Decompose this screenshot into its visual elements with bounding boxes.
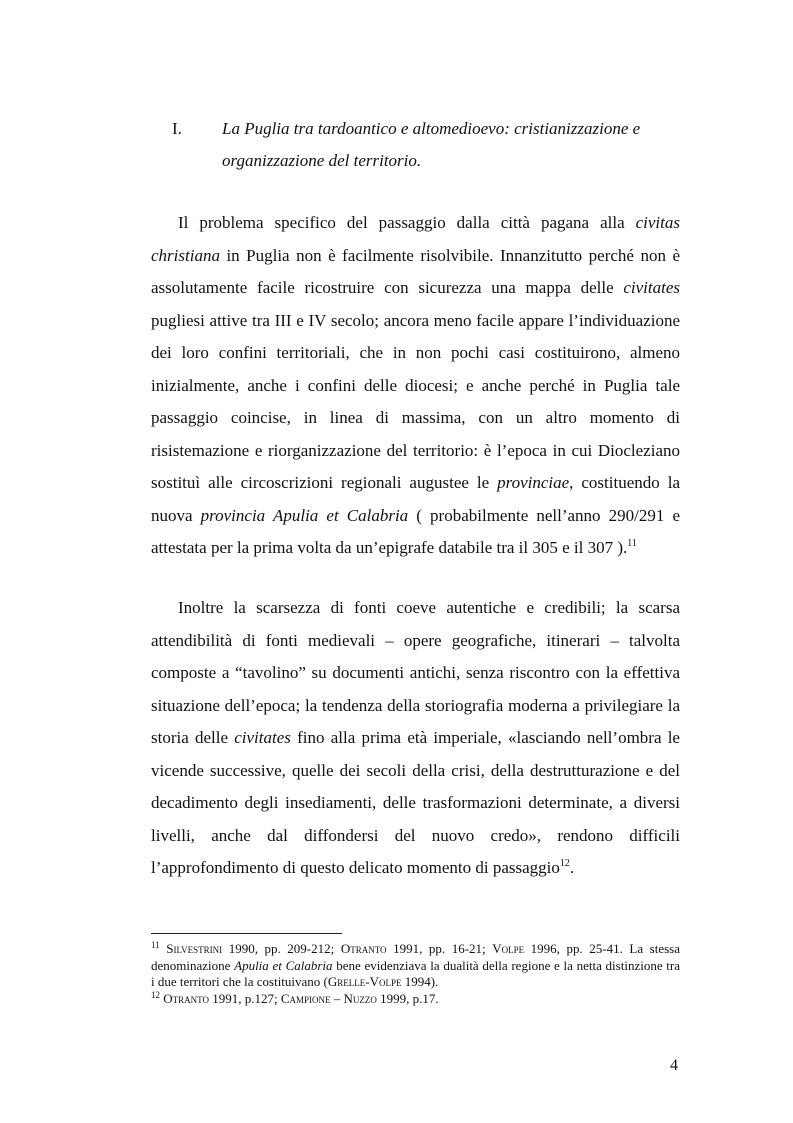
p2-text-2: fino alla prima età imperiale, «lasciando nell’ombra le vicende successive, quelle dei secoli della crisi, della destrutturazione e del decadimento degli insediamenti, delle trasformazioni determinate, a diversi livelli, anche dal diffondersi del nuovo credo», rendono difficili l’approfondimento di questo delicato momento di passaggio xyxy=(151,728,680,877)
footnote-ref-12: 12 xyxy=(559,858,570,869)
p1-text-1: Il problema specifico del passaggio dalla città pagana alla xyxy=(178,213,636,232)
indent xyxy=(151,598,178,617)
p1-italic-1: civitas christiana xyxy=(151,213,680,265)
p1-text-3: pugliesi attive tra III e IV secolo; ancora meno facile appare l’individuazione dei loro confini territoriali, che in non pochi casi costituirono, almeno inizialmente, anche i confini delle diocesi; e anche perché in Puglia tale passaggio coincise, in linea di massima, con un altro momento di risistemazione e riorganizzazione del territorio: è l’epoca in cui Diocleziano sostituì alle circoscrizioni regionali augustee le xyxy=(151,310,680,492)
footnote-separator xyxy=(151,933,342,934)
section-title: La Puglia tra tardoantico e altomedioevo: cristianizzazione e organizzazione del territorio. xyxy=(222,119,641,170)
p2-text-1: Inoltre la scarsezza di fonti coeve autentiche e credibili; la scarsa attendibilità di fonti medievali – opere geografiche, itinerari – talvolta composte a “tavolino” su documenti antichi, senza riscontro con la effettiva situazione dell’epoca; la tendenza della storiografia moderna a privilegiare la storia delle xyxy=(151,598,680,747)
p1-italic-3: provinciae xyxy=(497,473,570,492)
p2-italic-1: civitates xyxy=(234,728,291,747)
author: Volpe xyxy=(492,941,525,956)
author: Silvestrini xyxy=(166,941,223,956)
footnote-ref-11: 11 xyxy=(627,538,637,549)
author: Otranto xyxy=(340,941,387,956)
footnotes xyxy=(151,941,680,1007)
fn-italic: Apulia et Calabria xyxy=(234,957,333,973)
indent xyxy=(151,213,178,232)
p1-text-2: in Puglia non è facilmente risolvibile. Innanzitutto perché non è assolutamente facile ricostruire con sicurezza una mappa delle xyxy=(151,245,680,297)
fn-text: 1991, pp. 16-21; xyxy=(386,941,493,956)
p1-text-4: , costituendo la nuova xyxy=(151,473,680,525)
p1-text-5: ( probabilmente nell’anno 290/291 e attestata per la prima volta da un’epigrafe databile tra il 305 e il 307 ). xyxy=(151,505,681,557)
fn-text: 1996, pp. 25-41. La stessa denominazione xyxy=(151,941,681,973)
p1-italic-4: provincia Apulia et Calabria xyxy=(200,505,409,525)
p1-italic-2: civitates xyxy=(623,278,680,297)
footnote-11 xyxy=(151,941,680,991)
author: Campione – Nuzzo xyxy=(280,990,377,1006)
fn-text: 1994). xyxy=(401,974,439,989)
section-number: I. xyxy=(172,119,182,138)
author: Otranto xyxy=(163,990,209,1006)
footnote-number: 12 xyxy=(151,989,160,1000)
footnote-number: 11 xyxy=(151,940,160,950)
p2-end: . xyxy=(569,858,575,877)
footnote-12 xyxy=(151,991,680,1008)
fn-text: 1991, p.127; xyxy=(208,990,281,1006)
page-number: 4 xyxy=(670,1057,678,1074)
fn-text: 1990, pp. 209-212; xyxy=(222,941,341,956)
fn-text: bene evidenziava la dualità della regione e la netta distinzione tra i due territori che la costituivano ( xyxy=(151,957,681,989)
paragraph-1 xyxy=(151,207,680,565)
author: Grelle-Volpe xyxy=(327,974,402,989)
paragraph-2 xyxy=(151,592,680,885)
fn-text: 1999, p.17. xyxy=(376,990,439,1006)
